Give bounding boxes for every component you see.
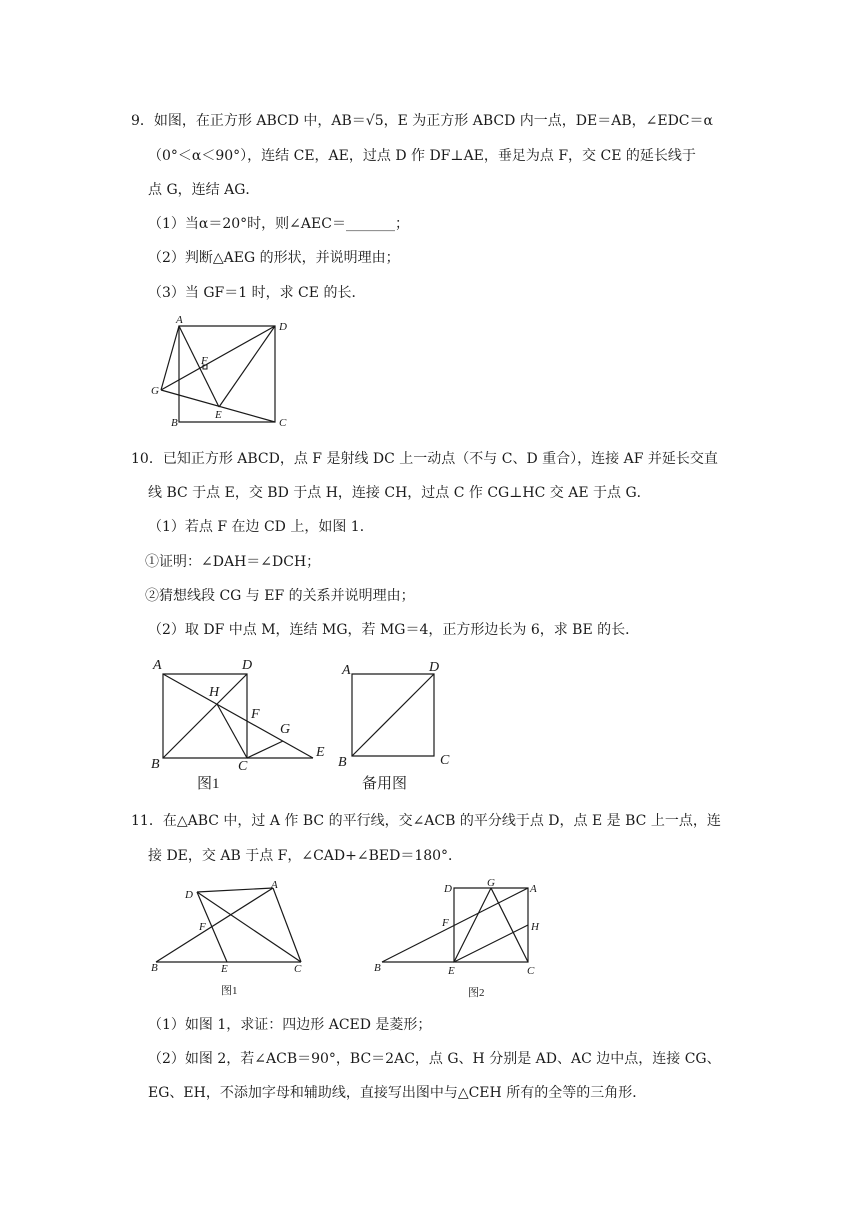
q9-segment-ae [179,326,219,407]
q11-f2-segment-eg [454,888,491,962]
q11-f1-segment-da [197,888,273,892]
q11-f2-label-d: D [444,883,452,895]
q9-figure [145,312,305,432]
q10-figure-2 [336,652,466,794]
q11-f2-segment-eh [454,925,528,962]
q10-part-1-ii: ②猜想线段 CG 与 EF 的关系并说明理由； [145,588,415,604]
q9-segment-gd [161,326,275,390]
q10-figure-1 [145,652,335,794]
q10-part-1-i: ①证明：∠DAH＝∠DCH； [145,554,321,570]
q10-f2-label-d: D [429,660,440,675]
q11-f1-segment-ba [156,888,273,962]
q10-f1-label-d: D [242,658,253,673]
q10-f2-label-b: B [338,755,347,770]
q10-f1-label-f: F [251,707,260,722]
q10-f1-label-e: E [316,745,325,760]
q11-f2-rectangle-deca [454,888,528,962]
q9-label-g: G [151,385,159,397]
q11-figure-1 [145,874,320,1000]
q10-f1-label-a: A [153,658,162,673]
q9-segment-ga [161,326,179,390]
q9-label-e: E [215,409,222,421]
q11-f2-label-g: G [487,877,495,889]
q10-f1-diagonal-bd [163,674,247,758]
q9-line-1: 9．如图，在正方形 ABCD 中，AB＝√5，E 为正方形 ABCD 内一点，DE＝AB，∠EDC＝α [131,113,713,129]
q10-f1-label-g: G [280,722,291,737]
q9-part-3: （3）当 GF＝1 时，求 CE 的长． [148,285,366,301]
q11-f1-label-a: A [271,879,278,891]
q10-f2-caption: 备用图 [362,776,408,792]
q9-line-3: 点 G，连结 AG． [148,182,260,198]
q10-f2-label-a: A [342,663,351,678]
q11-part-2-cont: EG、EH，不添加字母和辅助线，直接写出图中与△CEH 所有的全等的三角形． [148,1085,647,1101]
q10-part-1: （1）若点 F 在边 CD 上，如图 1． [148,519,374,535]
q11-f1-label-c: C [294,963,302,975]
q10-f1-segment-ae [163,674,313,758]
q10-f1-label-c: C [238,759,248,774]
q10-f1-caption: 图1 [197,776,220,792]
q10-f1-label-h: H [209,685,220,700]
q11-f2-label-c: C [527,965,535,977]
q11-f2-label-b: B [374,962,381,974]
q11-f1-segment-ac [273,888,301,962]
q9-label-d: D [279,321,287,333]
q11-figure-2 [368,874,548,1000]
q10-part-2: （2）取 DF 中点 M，连结 MG，若 MG＝4，正方形边长为 6，求 BE 的长． [148,622,640,638]
q11-f2-segment-cg [491,888,528,962]
q9-square-abcd [179,326,275,422]
q11-f1-label-b: B [151,962,158,974]
q9-part-2: （2）判断△AEG 的形状，并说明理由； [148,250,400,266]
q9-line-2: （0°＜α＜90°），连结 CE，AE，过点 D 作 DF⊥AE，垂足为点 F，交 CE 的延长线于 [148,148,696,164]
q11-f2-caption: 图2 [468,987,485,999]
q11-f2-label-f: F [442,917,449,929]
q11-line-2: 接 DE，交 AB 于点 F，∠CAD+∠BED＝180°． [148,848,463,864]
q11-f1-label-e: E [221,963,228,975]
q10-f1-label-b: B [151,757,160,772]
q10-f2-diagonal-bd [352,674,434,756]
q11-f2-label-e: E [448,965,455,977]
q9-label-a: A [176,314,183,326]
q11-f2-segment-ba [382,888,528,962]
q9-label-f: F [201,355,208,367]
q11-part-2: （2）如图 2，若∠ACB＝90°，BC＝2AC，点 G、H 分别是 AD、AC 边中点，连接 CG、 [148,1051,721,1067]
q9-part-1: （1）当α＝20°时，则∠AEC＝_______； [148,216,409,232]
q11-f1-label-d: D [185,889,193,901]
q11-f2-label-a: A [530,883,537,895]
q11-f1-caption: 图1 [221,985,238,997]
q11-part-1: （1）如图 1，求证：四边形 ACED 是菱形； [148,1017,432,1033]
q10-f1-segment-cg [247,741,283,758]
q10-line-2: 线 BC 于点 E，交 BD 于点 H，连接 CH，过点 C 作 CG⊥HC 交 AE 于点 G． [148,485,651,501]
q11-f1-label-f: F [199,921,206,933]
q9-label-b: B [171,417,178,429]
q11-f2-label-h: H [531,921,539,933]
q10-f2-label-c: C [440,753,450,768]
q10-line-1: 10．已知正方形 ABCD，点 F 是射线 DC 上一动点（不与 C、D 重合），连接 AF 并延长交直 [131,451,718,467]
q11-line-1: 11．在△ABC 中，过 A 作 BC 的平行线，交∠ACB 的平分线于点 D，点 E 是 BC 上一点，连 [131,813,721,829]
q9-label-c: C [279,417,287,429]
q9-segment-de [219,326,275,407]
